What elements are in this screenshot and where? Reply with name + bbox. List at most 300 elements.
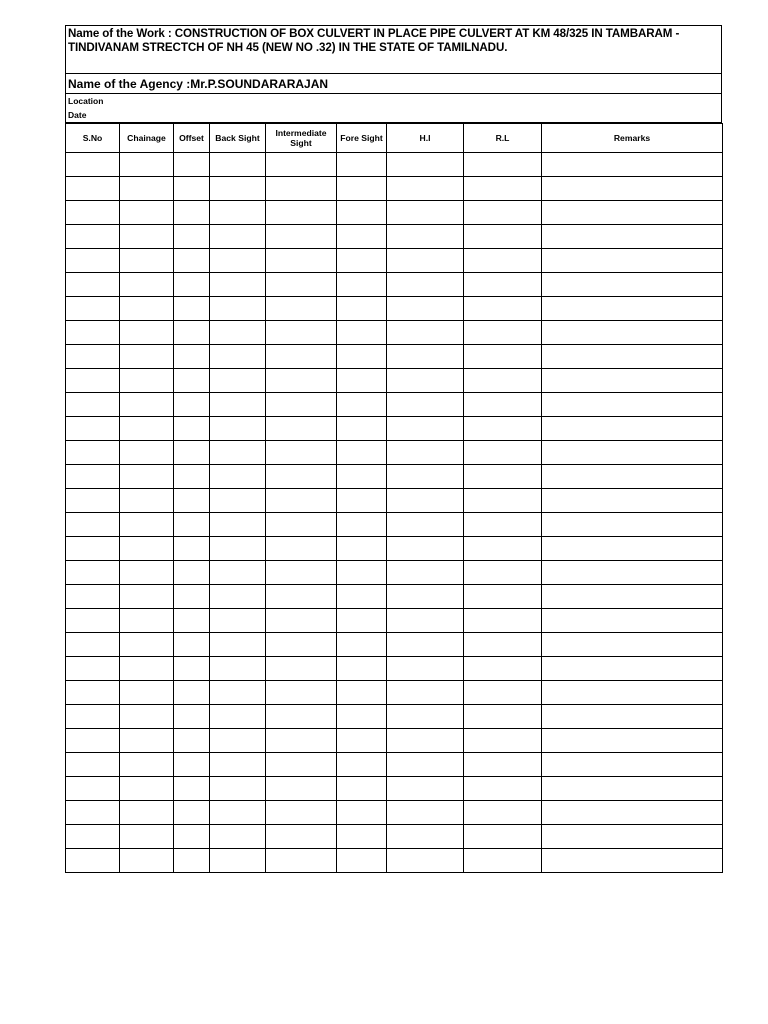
table-cell [66,273,120,297]
table-cell [120,825,174,849]
table-cell [464,201,542,225]
agency-box [65,74,722,94]
table-cell [120,441,174,465]
table-cell [266,513,337,537]
table-cell [66,249,120,273]
table-cell [266,633,337,657]
table-cell [174,249,210,273]
table-cell [464,609,542,633]
table-cell [66,225,120,249]
table-cell [210,561,266,585]
table-cell [210,273,266,297]
table-cell [464,393,542,417]
table-cell [542,321,723,345]
table-body [66,153,723,873]
table-row [66,417,723,441]
column-header-remarks: Remarks [542,124,723,153]
table-cell [266,345,337,369]
table-cell [66,585,120,609]
table-cell [174,849,210,873]
column-header-chainage: Chainage [120,124,174,153]
table-row [66,729,723,753]
table-cell [464,561,542,585]
table-cell [542,609,723,633]
table-cell [266,705,337,729]
table-cell [337,849,387,873]
table-cell [337,345,387,369]
table-cell [66,417,120,441]
table-cell [464,369,542,393]
table-cell [66,777,120,801]
table-cell [387,633,464,657]
table-cell [464,177,542,201]
table-cell [66,657,120,681]
table-cell [337,249,387,273]
table-cell [266,297,337,321]
table-cell [174,825,210,849]
table-cell [266,249,337,273]
work-description: CONSTRUCTION OF BOX CULVERT IN PLACE PIPE CULVERT AT KM 48/325 IN TAMBARAM - TINDIVANAM STRECTCH OF NH 45 (NEW NO .32) IN THE STATE OF TAMILNADU. [68,27,680,54]
table-cell [387,369,464,393]
table-cell [337,201,387,225]
table-cell [66,321,120,345]
table-cell [266,849,337,873]
table-cell [464,513,542,537]
table-cell [120,489,174,513]
table-cell [542,537,723,561]
table-cell [337,609,387,633]
table-cell [337,297,387,321]
table-row [66,537,723,561]
table-cell [337,705,387,729]
table-cell [542,273,723,297]
table-cell [542,345,723,369]
table-cell [266,489,337,513]
table-cell [210,465,266,489]
table-cell [266,753,337,777]
table-cell [387,297,464,321]
table-cell [210,849,266,873]
table-cell [210,297,266,321]
table-cell [120,201,174,225]
table-cell [542,153,723,177]
table-row [66,249,723,273]
table-cell [120,225,174,249]
table-cell [464,681,542,705]
table-cell [464,273,542,297]
table-cell [337,513,387,537]
table-row [66,609,723,633]
table-row [66,201,723,225]
table-cell [210,393,266,417]
table-cell [210,657,266,681]
table-cell [210,537,266,561]
table-cell [542,177,723,201]
table-cell [66,393,120,417]
table-cell [542,561,723,585]
table-cell [542,681,723,705]
table-cell [464,585,542,609]
table-cell [387,681,464,705]
table-cell [387,849,464,873]
table-cell [542,297,723,321]
table-row [66,297,723,321]
table-cell [174,225,210,249]
table-cell [337,825,387,849]
table-cell [174,177,210,201]
table-cell [387,489,464,513]
table-cell [66,633,120,657]
table-row [66,561,723,585]
table-cell [210,609,266,633]
table-cell [387,753,464,777]
column-header-back-sight: Back Sight [210,124,266,153]
table-cell [66,537,120,561]
table-cell [66,849,120,873]
table-cell [464,705,542,729]
table-cell [66,513,120,537]
table-cell [174,729,210,753]
column-header-hi: H.I [387,124,464,153]
table-cell [120,801,174,825]
table-cell [120,177,174,201]
table-cell [337,369,387,393]
table-cell [266,393,337,417]
table-cell [66,345,120,369]
table-cell [120,321,174,345]
table-cell [464,801,542,825]
table-cell [464,249,542,273]
table-cell [120,849,174,873]
table-cell [66,609,120,633]
table-cell [464,753,542,777]
table-row [66,777,723,801]
table-row [66,825,723,849]
table-row [66,633,723,657]
table-cell [464,225,542,249]
work-title-box [65,25,722,74]
table-cell [337,537,387,561]
table-cell [266,441,337,465]
table-cell [542,633,723,657]
table-cell [210,441,266,465]
table-cell [66,177,120,201]
table-cell [210,729,266,753]
table-cell [66,489,120,513]
levels-table [65,123,723,873]
table-cell [174,609,210,633]
table-cell [210,777,266,801]
table-cell [387,537,464,561]
table-cell [266,609,337,633]
table-cell [174,345,210,369]
table-cell [210,753,266,777]
table-cell [174,777,210,801]
table-cell [174,393,210,417]
table-cell [120,297,174,321]
table-cell [387,441,464,465]
table-cell [66,201,120,225]
table-cell [464,297,542,321]
table-cell [174,657,210,681]
column-header-fore-sight: Fore Sight [337,124,387,153]
table-cell [542,777,723,801]
table-cell [210,345,266,369]
table-cell [337,321,387,345]
table-row [66,345,723,369]
table-cell [66,465,120,489]
table-cell [174,561,210,585]
table-cell [542,513,723,537]
table-cell [174,465,210,489]
table-cell [337,729,387,753]
table-cell [542,201,723,225]
table-cell [266,825,337,849]
table-cell [66,801,120,825]
table-cell [174,153,210,177]
table-cell [120,729,174,753]
table-cell [174,801,210,825]
table-cell [266,417,337,441]
location-label: Location [68,96,104,106]
table-row [66,321,723,345]
table-cell [120,561,174,585]
table-cell [120,513,174,537]
table-cell [542,489,723,513]
table-cell [210,513,266,537]
table-cell [387,657,464,681]
table-cell [542,801,723,825]
table-cell [266,537,337,561]
table-cell [387,177,464,201]
table-cell [337,801,387,825]
table-cell [337,585,387,609]
table-cell [174,321,210,345]
table-cell [387,801,464,825]
table-row [66,657,723,681]
table-cell [464,489,542,513]
table-cell [337,225,387,249]
table-cell [266,801,337,825]
table-cell [210,633,266,657]
table-cell [387,705,464,729]
agency-name: Mr.P.SOUNDARARAJAN [190,77,329,91]
table-cell [387,345,464,369]
table-cell [66,753,120,777]
table-row [66,849,723,873]
table-row [66,369,723,393]
table-cell [266,465,337,489]
table-cell [337,153,387,177]
table-cell [542,369,723,393]
table-cell [542,585,723,609]
column-header-rl: R.L [464,124,542,153]
table-cell [266,153,337,177]
level-book-sheet [65,25,722,873]
table-cell [387,225,464,249]
table-row [66,489,723,513]
table-cell [174,201,210,225]
table-cell [464,729,542,753]
table-cell [266,777,337,801]
table-row [66,153,723,177]
table-row [66,681,723,705]
table-cell [542,753,723,777]
table-cell [120,249,174,273]
table-cell [464,321,542,345]
table-cell [120,705,174,729]
table-cell [337,177,387,201]
table-cell [174,705,210,729]
table-cell [337,273,387,297]
table-cell [174,489,210,513]
table-cell [174,273,210,297]
table-cell [542,225,723,249]
table-cell [542,465,723,489]
table-cell [210,705,266,729]
table-cell [120,369,174,393]
table-cell [337,657,387,681]
table-row [66,801,723,825]
table-cell [464,465,542,489]
table-cell [210,153,266,177]
table-cell [542,705,723,729]
location-date-box [65,94,722,123]
table-cell [120,393,174,417]
table-cell [120,153,174,177]
table-cell [387,417,464,441]
table-cell [120,777,174,801]
table-cell [337,417,387,441]
table-cell [266,729,337,753]
table-cell [210,417,266,441]
table-cell [266,273,337,297]
table-cell [387,201,464,225]
table-cell [542,417,723,441]
table-cell [266,177,337,201]
table-cell [337,681,387,705]
table-cell [464,657,542,681]
table-row [66,753,723,777]
table-cell [387,393,464,417]
table-cell [66,729,120,753]
table-cell [387,465,464,489]
table-cell [66,825,120,849]
table-cell [464,345,542,369]
table-cell [266,321,337,345]
table-cell [174,585,210,609]
table-cell [464,849,542,873]
table-cell [464,537,542,561]
table-cell [210,321,266,345]
table-cell [210,825,266,849]
table-cell [210,585,266,609]
table-cell [120,657,174,681]
table-row [66,513,723,537]
table-cell [120,633,174,657]
table-cell [266,657,337,681]
table-cell [266,681,337,705]
table-cell [387,561,464,585]
table-cell [542,249,723,273]
table-cell [542,729,723,753]
table-cell [120,609,174,633]
work-label: Name of the Work : [68,27,172,40]
table-cell [337,465,387,489]
table-cell [387,585,464,609]
table-cell [387,729,464,753]
table-cell [210,201,266,225]
table-cell [210,369,266,393]
table-cell [387,321,464,345]
table-cell [174,417,210,441]
table-cell [66,369,120,393]
table-cell [337,777,387,801]
date-label: Date [68,110,87,120]
table-cell [174,441,210,465]
table-cell [337,393,387,417]
table-row [66,705,723,729]
table-cell [266,201,337,225]
table-cell [464,153,542,177]
column-header-offset: Offset [174,124,210,153]
table-cell [542,393,723,417]
table-cell [387,777,464,801]
table-cell [387,153,464,177]
table-cell [120,417,174,441]
table-cell [464,417,542,441]
table-cell [66,297,120,321]
column-header-intermediate-sight: Intermediate Sight [266,124,337,153]
table-cell [337,489,387,513]
agency-label: Name of the Agency : [68,77,191,91]
table-cell [464,633,542,657]
table-cell [210,489,266,513]
table-cell [66,153,120,177]
table-cell [337,633,387,657]
table-cell [337,753,387,777]
table-cell [464,777,542,801]
table-cell [210,249,266,273]
column-header-sno: S.No [66,124,120,153]
table-cell [542,657,723,681]
table-cell [66,441,120,465]
table-cell [387,825,464,849]
table-cell [120,537,174,561]
table-cell [120,273,174,297]
table-cell [387,609,464,633]
table-cell [174,297,210,321]
table-cell [120,465,174,489]
table-cell [387,273,464,297]
table-cell [174,537,210,561]
table-row [66,465,723,489]
table-cell [542,441,723,465]
table-cell [464,825,542,849]
table-cell [387,249,464,273]
table-cell [66,705,120,729]
table-cell [174,513,210,537]
table-cell [120,585,174,609]
table-row [66,585,723,609]
table-cell [120,681,174,705]
table-cell [210,225,266,249]
table-cell [387,513,464,537]
table-cell [337,441,387,465]
table-cell [210,681,266,705]
table-cell [464,441,542,465]
table-cell [66,561,120,585]
